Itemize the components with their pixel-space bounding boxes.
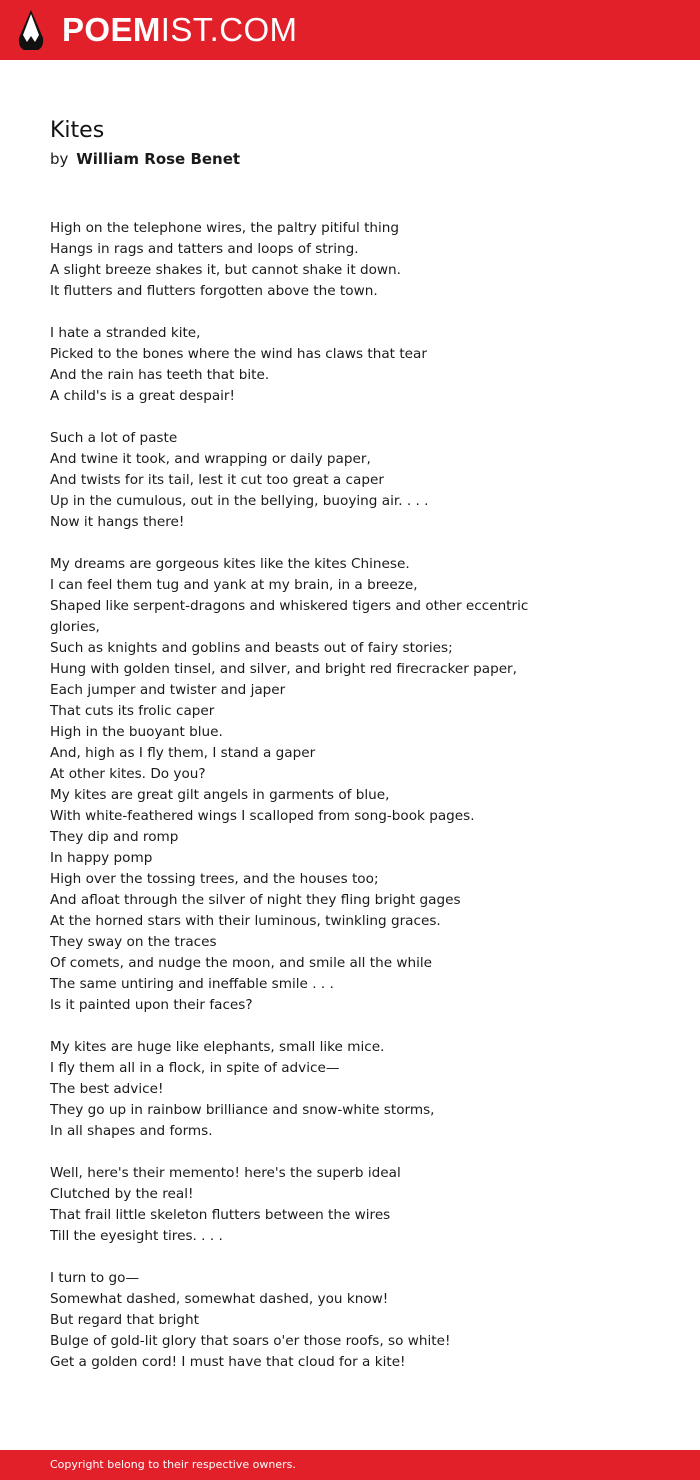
poem-line: My dreams are gorgeous kites like the kites Chinese.	[50, 556, 410, 572]
poem-stanza	[50, 218, 570, 302]
poem-line: They dip and romp	[50, 829, 179, 845]
poem-line: At the horned stars with their luminous, twinkling graces.	[50, 913, 441, 929]
poem-line: That frail little skeleton flutters between the wires	[50, 1207, 391, 1223]
poem-line: That cuts its frolic caper	[50, 703, 215, 719]
byline	[50, 148, 240, 170]
brand-light: IST.COM	[160, 11, 298, 48]
poem-line: Picked to the bones where the wind has claws that tear	[50, 346, 427, 362]
poem-line: And afloat through the silver of night they fling bright gages	[50, 892, 461, 908]
poem-line: A slight breeze shakes it, but cannot shake it down.	[50, 262, 401, 278]
brand-bold: POEM	[62, 11, 161, 48]
poem-line: Shaped like serpent-dragons and whiskered tigers and other eccentric glories,	[50, 598, 529, 635]
pen-nib-icon[interactable]	[17, 9, 45, 51]
poem-line: The best advice!	[50, 1081, 164, 1097]
poem-line: And twine it took, and wrapping or daily paper,	[50, 451, 371, 467]
poem-line: Such a lot of paste	[50, 430, 178, 446]
poem-stanza	[50, 428, 570, 533]
poem-line: Clutched by the real!	[50, 1186, 194, 1202]
poem-line: The same untiring and ineffable smile . . .	[50, 976, 334, 992]
poem-line: High over the tossing trees, and the houses too;	[50, 871, 379, 887]
poem-stanza	[50, 554, 570, 1016]
poem-line: My kites are huge like elephants, small like mice.	[50, 1039, 385, 1055]
poem-line: And twists for its tail, lest it cut too great a caper	[50, 472, 384, 488]
poem-line: Hangs in rags and tatters and loops of string.	[50, 241, 359, 257]
poem-line: I can feel them tug and yank at my brain, in a breeze,	[50, 577, 418, 593]
poem-line: I hate a stranded kite,	[50, 325, 201, 341]
copyright-text: Copyright belong to their respective owners.	[50, 1458, 296, 1471]
poem-stanza	[50, 1037, 570, 1142]
poem-line: And, high as I fly them, I stand a gaper	[50, 745, 316, 761]
poem-line: I fly them all in a flock, in spite of advice—	[50, 1060, 340, 1076]
poem-line: High on the telephone wires, the paltry pitiful thing	[50, 220, 400, 236]
poem-stanza	[50, 323, 570, 407]
poem-line: And the rain has teeth that bite.	[50, 367, 270, 383]
poem-line: Up in the cumulous, out in the bellying, buoying air. . . .	[50, 493, 429, 509]
poem-line: Is it painted upon their faces?	[50, 997, 253, 1013]
poem-line: I turn to go—	[50, 1270, 140, 1286]
poem-line: Now it hangs there!	[50, 514, 185, 530]
poem-line: High in the buoyant blue.	[50, 724, 223, 740]
poem-line: At other kites. Do you?	[50, 766, 206, 782]
site-header	[0, 0, 700, 60]
site-footer	[0, 1450, 700, 1480]
poem-line: In all shapes and forms.	[50, 1123, 213, 1139]
by-label: by	[50, 150, 69, 168]
poem-line: A child's is a great despair!	[50, 388, 235, 404]
site-logo-text[interactable]	[62, 12, 297, 48]
poem-line: Somewhat dashed, somewhat dashed, you know!	[50, 1291, 389, 1307]
poem-line: They sway on the traces	[50, 934, 217, 950]
poem-stanza	[50, 1268, 570, 1373]
poem-line: Well, here's their memento! here's the superb ideal	[50, 1165, 401, 1181]
poem-line: Get a golden cord! I must have that cloud for a kite!	[50, 1354, 406, 1370]
poem-line: Of comets, and nudge the moon, and smile all the while	[50, 955, 433, 971]
poem-line: Hung with golden tinsel, and silver, and bright red firecracker paper,	[50, 661, 517, 677]
poem-line: My kites are great gilt angels in garments of blue,	[50, 787, 390, 803]
poem-line: Such as knights and goblins and beasts out of fairy stories;	[50, 640, 453, 656]
poem-stanza	[50, 1163, 570, 1247]
poem-line: Each jumper and twister and japer	[50, 682, 286, 698]
poem-body	[50, 218, 570, 1394]
poem-line: Bulge of gold-lit glory that soars o'er those roofs, so white!	[50, 1333, 451, 1349]
poem-line: Till the eyesight tires. . . .	[50, 1228, 223, 1244]
poem-line: But regard that bright	[50, 1312, 199, 1328]
poem-title: Kites	[50, 118, 105, 143]
author-name[interactable]: William Rose Benet	[76, 150, 241, 168]
poem-line: In happy pomp	[50, 850, 153, 866]
poem-line: They go up in rainbow brilliance and snow-white storms,	[50, 1102, 435, 1118]
poem-line: With white-feathered wings I scalloped from song-book pages.	[50, 808, 475, 824]
poem-line: It flutters and flutters forgotten above the town.	[50, 283, 378, 299]
